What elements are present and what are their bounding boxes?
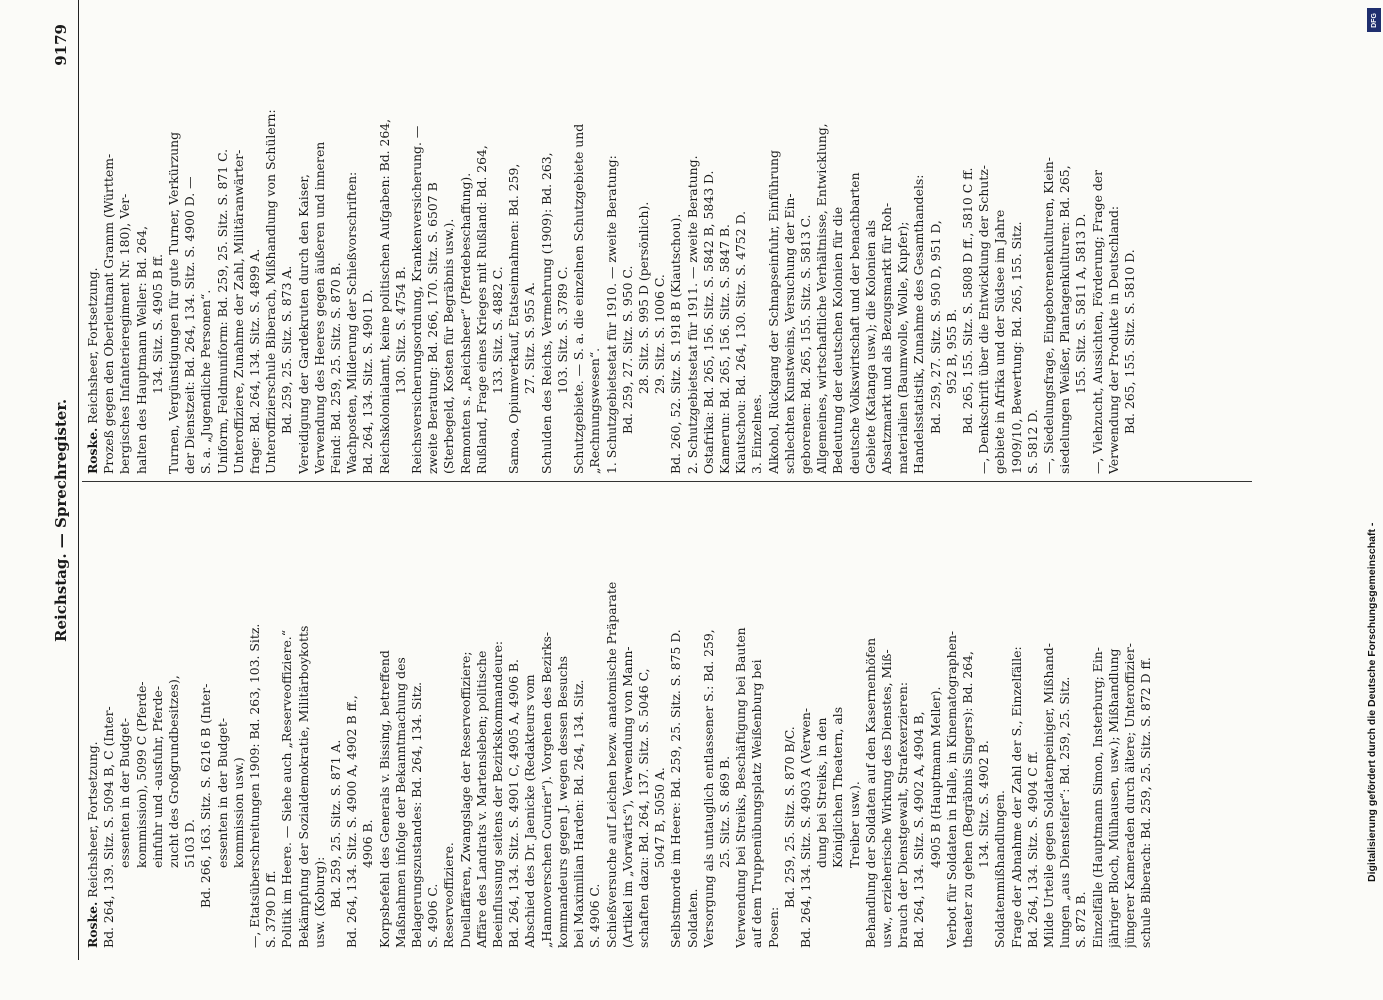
- column-divider: [82, 481, 1252, 482]
- register-line: —, Viehzucht, Aussichten, Förderung; Frage der: [1089, 169, 1105, 474]
- register-line: brauch der Dienstgewalt, Strafexerzieren:: [895, 681, 911, 948]
- register-line: bergisches Infanterieregiment Nr. 180), Ver-: [117, 193, 133, 474]
- register-line: essenten in der Budget-: [214, 717, 230, 868]
- register-line: 3. Einzelnes.: [749, 393, 765, 474]
- register-line: Selbstmorde im Heere: Bd. 259, 25. Sitz. S. 875 D.: [668, 629, 684, 948]
- register-line: geborenen: Bd. 265, 155. Sitz. S. 5813 C.: [797, 214, 813, 474]
- register-line: Bd. 259, 25. Sitz. S. 873 A.: [279, 265, 295, 434]
- register-line: Frage der Abnahme der Zahl der S., Einzelfälle:: [1008, 646, 1024, 948]
- register-line: Uniform, Feldmuniform: Bd. 259, 25. Sitz. S. 871 C.: [214, 148, 230, 474]
- register-line: —, Siedelungsfrage, Eingeborenenkulturen, Klein-: [1040, 157, 1056, 474]
- register-line: 1909/10, Bewertung: Bd. 265, 155. Sitz.: [1008, 221, 1024, 474]
- column-headword: Roske.: [85, 901, 100, 948]
- register-line: 952 B, 955 B.: [943, 308, 959, 394]
- register-line: —, Denkschrift über die Entwicklung der Schutz-: [976, 165, 992, 474]
- register-line: Bd. 259, 27. Sitz. S. 950 C.: [619, 265, 635, 434]
- register-line: Unteroffiziere, Zunahme der Zahl, Militäranwärter-: [230, 149, 246, 474]
- running-title: Reichstag. — Sprechregister.: [52, 398, 70, 642]
- register-line: Affäre des Landrats v. Martensleben; politische: [473, 650, 489, 948]
- register-line: 130. Sitz. S. 4754 B.: [392, 266, 408, 394]
- register-line: Bd. 265, 155. Sitz. S. 5808 D ff., 5810 C ff.: [959, 167, 975, 434]
- entry-continuation-label: Reichsheer, Fortsetzung.: [85, 741, 100, 902]
- register-line: 1. Schutzgebietsetat für 1910. — zweite Beratung:: [603, 155, 619, 474]
- register-line: der Dienstzeit: Bd. 264, 134. Sitz. S. 4900 D. —: [182, 176, 198, 474]
- register-line: zucht des Großgrundbesitzes),: [166, 675, 182, 868]
- page-header: [50, 0, 79, 960]
- register-line: Bd. 265, 155. Sitz. S. 5810 D.: [1122, 249, 1137, 434]
- register-line: Soldaten.: [684, 888, 700, 948]
- register-line: Bd. 266, 163. Sitz. S. 6216 B (Inter-: [198, 683, 214, 908]
- register-line: Verwendung des Heeres gegen äußeren und inneren: [311, 141, 327, 474]
- register-line: Bd. 260, 52. Sitz. S. 1918 B (Kiautschou).: [668, 213, 684, 474]
- register-line: Beeinflussung seitens der Bezirkskommandeure:: [490, 640, 506, 948]
- register-line: Rußland, Frage eines Krieges mit Rußland: Bd. 264,: [473, 145, 489, 474]
- register-line: usw., erzieherische Wirkung des Dienstes, Miß-: [878, 649, 894, 948]
- register-line: frage: Bd. 264, 134. Sitz. S. 4899 A.: [247, 248, 263, 474]
- credit-sidebar: [1366, 12, 1382, 882]
- dfg-logo: DFG: [1367, 8, 1381, 32]
- register-line: Bd. 264, 134. Sitz. S. 4901 D.: [360, 289, 376, 474]
- register-line: Bd. 259, 27. Sitz. S. 950 D, 951 D,: [927, 220, 943, 434]
- register-line: Korpsbefehl des Generals v. Bissing, betreffend: [376, 650, 392, 948]
- register-line: S. 4906 C.: [587, 883, 603, 948]
- register-line: Remonten s. „Reichsheer“ (Pferdebeschaffung).: [457, 172, 473, 474]
- page-number: 9179: [52, 24, 70, 66]
- register-line: Posen:: [765, 906, 781, 948]
- register-line: 27. Sitz. S. 955 A.: [522, 282, 538, 394]
- register-line: Reserveoffiziere.: [441, 842, 457, 948]
- register-line: gebiete in Afrika und der Südsee im Jahre: [992, 209, 1008, 474]
- register-line: Abschied des Dr. Jaenicke (Redakteurs vom: [522, 674, 538, 948]
- register-line: 25. Sitz. S. 869 B.: [716, 755, 732, 868]
- register-line: Verwendung bei Streiks, Beschäftigung bei Bauten: [733, 627, 749, 948]
- register-line: Bedeutung der deutschen Kolonien für die: [830, 206, 846, 474]
- register-line: 155. Sitz. S. 5811 A, 5813 D.: [1073, 213, 1089, 394]
- register-line: 5103 D.: [182, 819, 198, 868]
- register-line: S. 872 B.: [1073, 891, 1089, 948]
- register-line: (Artikel im „Vorwärts“), Verwendung von Mann-: [619, 646, 635, 948]
- register-line: Reichsversicherungsordnung, Krankenversicherung. —: [409, 125, 425, 474]
- register-line: kommission usw.): [230, 757, 246, 868]
- register-line: Politik im Heere. — Siehe auch „Reserveoffiziere.“: [279, 629, 295, 948]
- register-line: Schutzgebiete. — S. a. die einzelnen Schutzgebiete und: [571, 123, 587, 474]
- register-line: „Rechnungswesen“.: [587, 347, 603, 474]
- register-line: Behandlung der Soldaten auf den Kasernenhöfen: [862, 637, 878, 948]
- register-line: S. a. „Jugendliche Personen“.: [198, 289, 214, 474]
- right-column: [85, 12, 1255, 474]
- register-line: S. 5812 D.: [1024, 409, 1040, 474]
- register-line: Kiautschou: Bd. 264, 130. Sitz. S. 4752 D.: [733, 210, 749, 474]
- register-line: auf dem Truppenübungsplatz Weißenburg bei: [749, 659, 765, 948]
- register-line: 134. Sitz. S. 4902 B.: [976, 740, 992, 868]
- register-line: Treiber usw.).: [846, 781, 862, 868]
- register-line: Maßnahmen infolge der Bekanntmachung des: [392, 657, 408, 948]
- register-line: Bd. 264, 139. Sitz. S. 5094 B, C (Inter-: [101, 706, 117, 948]
- register-line: Duellaffären, Zwangslage der Reserveoffiziere;: [457, 651, 473, 948]
- register-line: 5047 B, 5050 A.: [652, 767, 668, 868]
- register-line: einfuhr und -ausfuhr, Pferde-: [149, 685, 165, 868]
- register-line: zweite Beratung: Bd. 266, 170. Sitz. S. 6507 B: [425, 182, 441, 474]
- register-line: Allgemeines, wirtschaftliche Verhältnisse, Entwicklung,: [814, 123, 830, 474]
- register-line: 2. Schutzgebietsetat für 1911. — zweite Beratung.: [684, 155, 700, 474]
- register-line: —, Etatsüberschreitungen 1909: Bd. 263, 103. Sitz.: [247, 623, 263, 948]
- register-line: Ostafrika: Bd. 265, 156. Sitz. S. 5842 B, 5843 D.: [700, 170, 716, 474]
- register-line: 133. Sitz. S. 4882 C.: [490, 266, 506, 394]
- register-line: schlechten Kunstweins, Versuchung der Ein-: [781, 193, 797, 474]
- register-line: Bd. 264, 134. Sitz. S. 4902 A, 4904 B,: [911, 711, 927, 948]
- register-line: kommission), 5099 C (Pferde-: [133, 681, 149, 868]
- register-line: bei Maximilian Harden: Bd. 264, 134. Sitz.: [571, 679, 587, 948]
- column-headword: Roske.: [85, 427, 100, 474]
- register-line: jähriger Bloch, Mülhausen, usw.); Mißhandlung: [1105, 648, 1121, 948]
- register-line: Feind: Bd. 259, 25. Sitz. S. 870 B.: [328, 262, 344, 474]
- register-line: Bd. 259, 25. Sitz. S. 870 B/C.: [781, 726, 797, 908]
- left-column: [85, 486, 1255, 948]
- register-line: S. 3790 D ff.: [263, 870, 279, 948]
- register-line: lungen „aus Diensteifer“: Bd. 259, 25. Sitz.: [1057, 676, 1073, 948]
- register-line: Schießversuche auf Leichen bezw. anatomische Präparate: [603, 581, 619, 948]
- register-line: Vereidigung der Gardekruten durch den Kaiser,: [295, 174, 311, 474]
- register-line: siedelungen Weißer, Plantagenkulturen: Bd. 265,: [1057, 165, 1073, 474]
- register-line: (Sterbegeld, Kosten für Begräbnis usw.).: [441, 218, 457, 474]
- register-line: schaften dazu: Bd. 264, 137. Sitz. S. 5046 C,: [635, 668, 651, 948]
- register-line: 28. Sitz. S. 995 D (persönlich).: [635, 201, 651, 394]
- register-line: Turnen, Vergünstigungen für gute Turner, Verkürzung: [166, 131, 182, 474]
- register-line: deutsche Volkswirtschaft und der benachbarten: [846, 172, 862, 474]
- register-line: Versorgung als untauglich entlassener S.: Bd. 259,: [700, 629, 716, 948]
- register-line: Milde Urteile gegen Soldatenpeiniger, Mißhand-: [1040, 643, 1056, 948]
- register-line: kommandeurs gegen J. wegen dessen Besuchs: [554, 655, 570, 948]
- register-line: Reichskolonialamt, keine politischen Aufgaben: Bd. 264,: [376, 118, 392, 474]
- entry-continuation-label: Reichsheer, Fortsetzung.: [85, 267, 100, 428]
- register-line: 4906 B.: [360, 819, 376, 868]
- register-line: Prozeß gegen den Oberleutnant Gramm (Württem-: [101, 153, 117, 474]
- register-line: Unteroffizierschule Biberach, Mißhandlung von Schülern:: [263, 109, 279, 474]
- register-line: Gebiete (Katanga usw.); die Kolonien als: [862, 219, 878, 474]
- register-line: dung bei Streiks, in den: [814, 717, 830, 868]
- register-line: Einzelfälle (Hauptmann Simon, Insterburg; Ein-: [1089, 647, 1105, 948]
- register-line: [85, 12, 101, 474]
- register-line: jüngerer Kameraden durch ältere; Unteroffizier-: [1122, 643, 1137, 948]
- register-line: Schulden des Reichs, Vermehrung (1909): Bd. 263,: [538, 152, 554, 474]
- register-line: Belagerungszustandes: Bd. 264, 134. Sitz.: [409, 681, 425, 948]
- register-line: „Hannoverschen Courier“). Vorgehen des Bezirks-: [538, 631, 554, 948]
- register-line: usw. (Koburg):: [311, 856, 327, 948]
- register-line: schule Biberach: Bd. 259, 25. Sitz. S. 872 D ff.: [1138, 657, 1154, 948]
- register-line: Handelsstatistik, Zunahme des Gesamthandels:: [911, 174, 927, 474]
- digitization-credit: Digitalisierung gefördert durch die Deutsche Forschungsgemeinschaft -: [1366, 522, 1378, 882]
- register-line: essenten in der Budget-: [117, 717, 133, 868]
- register-line: Bd. 264, 134. Sitz. S. 4903 A (Verwen-: [797, 707, 813, 948]
- register-line: Bd. 264, 134. Sitz. S. 4901 C, 4905 A, 4906 B.: [506, 659, 522, 948]
- register-line: Bd. 264, 134. Sitz. S. 4900 A, 4902 B ff.,: [344, 695, 360, 948]
- register-line: theater zu gehen (Begräbnis Singers): Bd. 264,: [959, 651, 975, 948]
- register-line: 134. Sitz. S. 4905 B ff.: [149, 253, 165, 394]
- register-line: 103. Sitz. S. 3789 C.: [554, 266, 570, 394]
- register-line: Alkohol, Rückgang der Schnapseinfuhr, Einführung: [765, 150, 781, 474]
- register-line: Bd. 264, 134. Sitz. S. 4904 C ff.: [1024, 751, 1040, 948]
- register-line: Verbot für Soldaten in Halle, in Kinematographen-: [943, 630, 959, 948]
- register-line: Soldatenmißhandlungen.: [992, 790, 1008, 948]
- register-line: [85, 486, 101, 948]
- register-line: halten des Hauptmann Weller: Bd. 264,: [133, 225, 149, 474]
- register-line: 29. Sitz. S. 1006 C.: [652, 274, 668, 394]
- register-line: Bekämpfung der Sozialdemokratie, Militärboykotts: [295, 625, 311, 948]
- register-line: Bd. 259, 25. Sitz. S. 871 A.: [328, 739, 344, 908]
- register-line: Wachposten, Milderung der Schießvorschriften:: [344, 171, 360, 474]
- register-line: Absatzmarkt und als Bezugsmarkt für Roh-: [878, 202, 894, 474]
- register-line: Samoa, Opiumverkauf, Etatseinnahmen: Bd. 259,: [506, 163, 522, 474]
- register-line: 4905 B (Hauptmann Meller).: [927, 686, 943, 868]
- register-line: S. 4906 C.: [425, 883, 441, 948]
- register-line: Königlichen Theatern, als: [830, 706, 846, 868]
- register-line: Kamerun: Bd. 265, 156. Sitz. S. 5847 B.: [716, 224, 732, 474]
- register-line: materialien (Baumwolle, Wolle, Kupfer);: [895, 221, 911, 474]
- register-line: Verwendung der Produkte in Deutschland:: [1105, 205, 1121, 474]
